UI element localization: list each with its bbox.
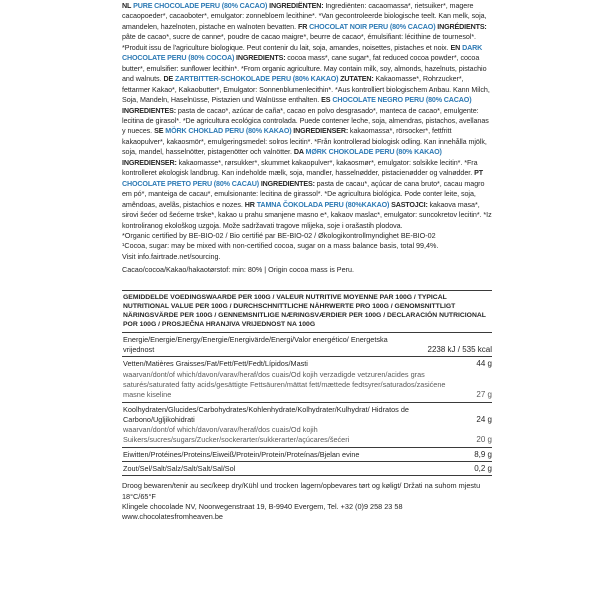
ingredients-segment-txt: kakaomassa*, rörsocker*, fettfritt kakaopulver*, kakaosmör*, emulgeringsmedel: solros lecitin*. *Från kontrollerad biologisk odling. Kan innehålla mjölk, soja, mandel, hasselnötter, pistagenötter och valnötter. — [122, 127, 487, 157]
ingredients-segment-prod: TAMNA ČOKOLADA PERU (80%KAKAO) — [256, 200, 392, 209]
carbohydrates-label: Koolhydraten/Glucides/Carbohydrates/Kohlenhydrate/Kolhydrater/Kulhydrat/ Hidratos de Carbono/Ugljikohidrati — [123, 404, 409, 424]
ingredients-segment-prod: ZARTBITTER-SCHOKOLADE PERU (80% KAKAO) — [175, 75, 341, 84]
ingredients-segment-ing: ZUTATEN: — [340, 75, 376, 84]
ingredients-segment-lang: NL — [122, 2, 134, 10]
footer-block — [122, 481, 492, 522]
ingredients-segment-prod: CHOCOLAT NOIR PERU (80% CACAO) — [309, 22, 438, 31]
energy-value: 2238 kJ / 535 kcal — [427, 345, 492, 355]
fat-label: Vetten/Matières Graisses/Fat/Fett/Fett/Fedt/Lípidos/Masti — [123, 359, 308, 369]
nutrition-table-header: GEMIDDELDE VOEDINGSWAARDE PER 100G / VALEUR NUTRITIVE MOYENNE PAR 100G / TYPICAL NUTRITIONAL VALUE PER 100G / DURCHSCHNITTLICHE NÄHRWERTE PRO 100G / GENOMSNITTLIGT NÄRINGSVÄRDE PER 100G / GENNEMSNITLIGE NÆRINGSVÆRDIER PER 100G / DECLARACIÓN NUTRICIONAL POR 100G / PROSJEČNA HRANJIVA VRIJEDNOST NA 100G — [122, 291, 492, 333]
saturated-fat-value: 27 g — [476, 390, 492, 400]
salt-label: Zout/Sel/Salt/Salz/Salt/Salt/Sal/Sol — [123, 464, 236, 474]
ingredients-segment-lang: ES — [321, 96, 333, 105]
nutrition-row-salt — [122, 462, 492, 475]
ingredients-segment-prod: MØRK CHOKOLADE PERU (80% KAKAO) — [305, 148, 442, 157]
ingredients-segment-lang: FR — [297, 22, 310, 31]
ingredients-segment-ing: INGREDIENSER: — [293, 127, 350, 136]
organic-certification-note: *Organic certified by BE-BIO-02 / Bio certifié par BE-BIO-02 / Økologikontrollmyndighet BE-BIO-02 — [122, 230, 436, 240]
sugars-value: 20 g — [476, 435, 492, 445]
ingredients-segment-txt: cocoa mass*, cane sugar*, fat reduced cocoa powder*, cocoa butter*, emulsifier: sunflower lecithin*. *From organic agriculture. May contain milk, soy, almonds, hazelnuts, pistachio and walnuts. — [122, 54, 487, 84]
nutrition-row-protein — [122, 448, 492, 462]
ingredients-segment-ing: INGREDIENSER: — [122, 158, 179, 167]
ingredients-segment-ing: INGREDIËNTEN: — [269, 2, 326, 10]
ingredients-segment-txt: kakaomasse*, rørsukker*, skummet kakaopulver*, kakaosmør*, emulgator: solsikke lecitin*. *Fra kontrolleret økologisk landbrug. Kan indeholde mælk, soja, mandler, hasselnødder, pistacienødder og valnødder. — [122, 158, 478, 178]
fairtrade-sourcing-note: Visit info.fairtrade.net/sourcing. — [122, 251, 221, 261]
ingredients-segment-txt: kakaova masa*, sirovi šećer od šećerne trske*, kakao u prahu smanjene masno e*, kakaov maslac*, emulgator: suncokretov lecitin*. *Iz kontroliranog ekološkog uzgoja. Može sadržavati tragove mlijeka, soje i orašastih plodova. — [122, 200, 492, 230]
nutrition-group-fat — [122, 357, 492, 402]
carbohydrates-value: 24 g — [476, 414, 492, 424]
ingredients-segment-lang: DE — [163, 75, 176, 84]
nutrition-group-carbohydrates — [122, 403, 492, 448]
nutrition-table — [122, 290, 492, 477]
protein-value: 8,9 g — [474, 449, 492, 459]
ingredients-segment-prod: MÖRK CHOKLAD PERU (80% KAKAO) — [165, 127, 294, 136]
storage-instructions: Droog bewaren/tenir au sec/keep dry/Kühl und trocken lagern/opbevares tørt og køligt/ Držati na suhom mjestu 18°C/65°F — [122, 481, 481, 501]
ingredients-segment-txt: pasta de cacao*, azúcar de caña*, cacao en polvo desgrasado*, manteca de cacao*, emulgente: lecitina de girasol*. *De agricultura ecológica controlada. Puede contener leche, soja, almendras, pistachos, avellanas y nueces. — [122, 106, 489, 136]
fat-value: 44 g — [476, 359, 492, 369]
ingredients-segment-txt: pâte de cacao*, sucre de canne*, poudre de cacao maigre*, beurre de cacao*, émulsifiant: lécithine de tournesol*. *Produit issu de l'agriculture biologique. Peut contenir du lait, soja, amandes, noisettes, pistaches et noix. — [122, 33, 476, 52]
ingredients-segment-ing: INGREDIENTS: — [236, 54, 288, 63]
ingredients-segment-txt: pasta de cacau*, açúcar de cana bruto*, cacau magro em pó*, manteiga de cacau*, emulsionante: lecitina de girassol*. *De agricultura biológica. Pode conter leite, soja, amêndoas, avelãs, pistachios e nozes. — [122, 179, 485, 209]
ingredients-segment-lang: HR — [244, 200, 257, 209]
cocoa-mass-balance-note: ¹Cocoa, sugar: may be mixed with non-certified cocoa, sugar on a mass balance basis, total 99,4%. — [122, 241, 439, 251]
ingredients-segment-txt: Ingrediënten: cacaomassa*, rietsuiker*, magere cacaopoeder*, cacaoboter*, emulgator: zonnebloem lecithine*. *Van gecontroleerde biologische teelt. Kan melk, soja, amandelen, hazelnoten, pistache en walnoten bevatten. — [122, 2, 487, 31]
cacao-content-note: Cacao/cocoa/Kakao/hakaotørstof: min: 80% | Origin cocoa mass is Peru. — [122, 265, 354, 275]
protein-label: Eiwitten/Protéines/Proteins/Eiweiß/Protein/Protein/Proteínas/Bjelan evine — [123, 449, 360, 459]
ingredients-segment-ing: INGRÉDIENTS: — [437, 22, 487, 31]
ingredients-segment-ing: INGREDIENTES: — [122, 106, 178, 115]
energy-label: Energie/Energie/Energy/Energie/Energivärde/Energi/Valor energético/ Energetska vrijednost — [123, 334, 388, 355]
ingredients-block — [122, 1, 492, 231]
product-label — [122, 0, 492, 610]
nutrition-row-energy — [122, 333, 492, 358]
ingredients-segment-lang: DA — [293, 148, 306, 157]
ingredients-segment-prod: PURE CHOCOLADE PERU (80% CACAO) — [133, 2, 270, 10]
ingredients-segment-prod: CHOCOLATE NEGRO PERU (80% CACAO) — [332, 96, 472, 105]
ingredients-segment-txt: Kakaomasse*, Rohrzucker*, fettarmer Kakao*, Kakaobutter*, Emulgator: Sonnenblumenlecithin*. *Aus kontrolliert biologischem Anbau. Kann Milch, Soja, Mandeln, Haselnüsse, Pistazien und Walnüsse enthalten. — [122, 75, 490, 105]
ingredients-segment-ing: SASTOJCI: — [391, 200, 430, 209]
ingredients-segment-ing: INGREDIENTES: — [260, 179, 317, 188]
website-link[interactable]: www.chocolatesfromheaven.be — [122, 512, 223, 522]
salt-value: 0,2 g — [474, 464, 492, 474]
sugars-label: waarvan/dont/of which/davon/varav/heraf/dos cuais/Od kojih Suikers/sucres/sugars/Zucker/sockerarter/sukkerarter/açúcares/šećeri — [123, 425, 350, 445]
ingredients-segment-lang: EN — [450, 43, 463, 52]
saturated-fat-label: waarvan/dont/of which/davon/varav/heraf/dos cuais/Od kojih verzadigde vetzuren/acides gras saturés/saturated fatty acids/gesättigte Fettsäuren/mättat fett/mættede fedtsyrer/saturados/zasićene masne kiseline — [123, 369, 446, 400]
ingredients-segment-prod: DARK CHOCOLATE PERU (80% COCOA) — [122, 43, 483, 63]
manufacturer-address: Klingele chocolade NV, Noorwegenstraat 19, B-9940 Evergem, Tel. +32 (0)9 258 23 58 — [122, 501, 403, 511]
ingredients-segment-prod: CHOCOLATE PRETO PERU (80% CACAU) — [122, 179, 261, 188]
ingredients-segment-lang: PT — [474, 169, 484, 178]
ingredients-segment-lang: SE — [154, 127, 166, 136]
